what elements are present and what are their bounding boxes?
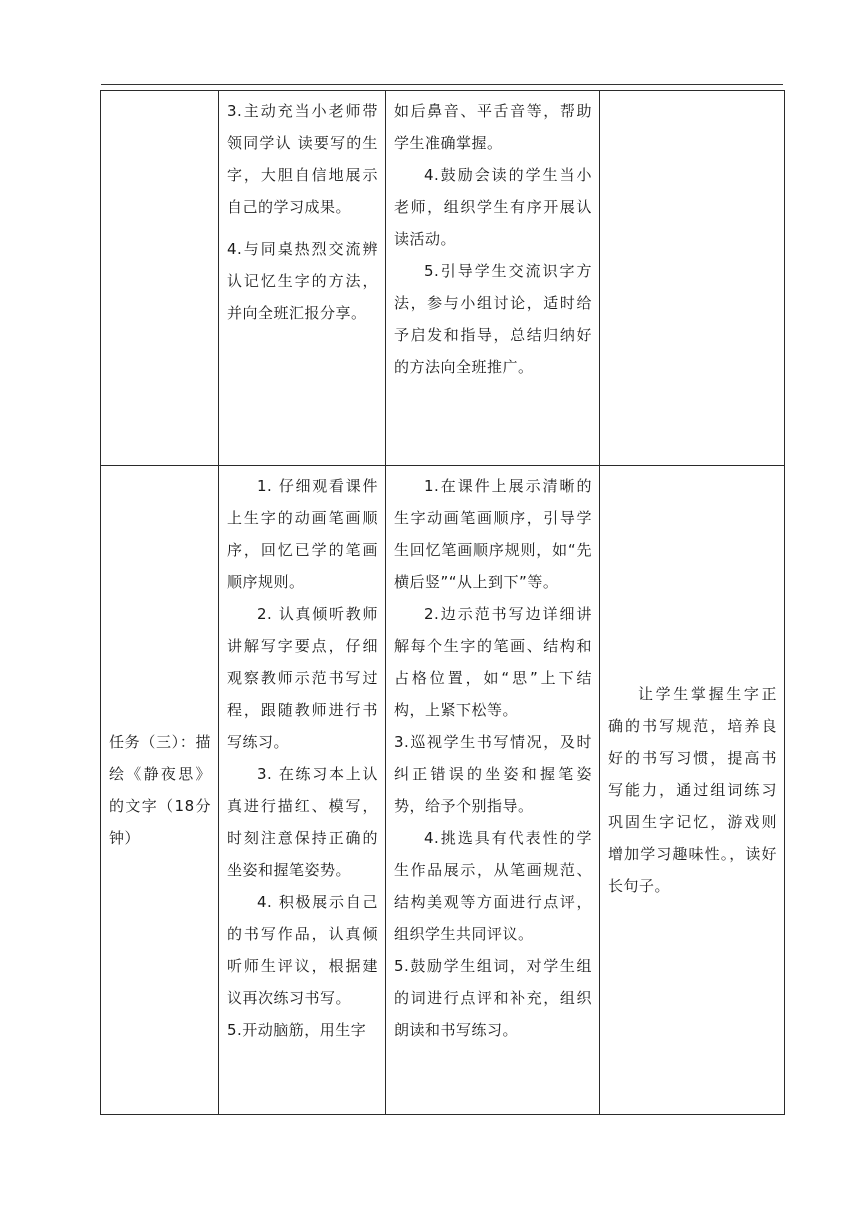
student-activity-item: 3. 在练习本上认真进行描红、模写，时刻注意保持正确的坐姿和握笔姿势。 bbox=[227, 765, 378, 879]
teacher-activity-item: 4.鼓励会读的学生当小老师，组织学生有序开展认读活动。 bbox=[394, 166, 592, 248]
task-cell bbox=[101, 466, 219, 1115]
teacher-activity-item: 5.引导学生交流识字方法，参与小组讨论，适时给予启发和指导，总结归纳好的方法向全班推广。 bbox=[394, 262, 592, 376]
student-activity-item: 5.开动脑筋，用生字 bbox=[227, 1021, 367, 1039]
student-activity-cell bbox=[219, 91, 386, 466]
student-activity-item: 4. 积极展示自己的书写作品，认真倾听师生评议，根据建议再次练习书写。 bbox=[227, 893, 378, 1007]
task-title: 任务（三）：描绘《静夜思》的文字（18分钟） bbox=[109, 733, 211, 847]
task-cell-empty bbox=[101, 91, 219, 466]
design-intent-cell bbox=[600, 466, 785, 1115]
teacher-activity-item: 5.鼓励学生组词，对学生组的词进行点评和补充，组织朗读和书写练习。 bbox=[394, 957, 592, 1039]
lesson-plan-table bbox=[100, 90, 785, 1115]
student-activity-item: 3.主动充当小老师带领同学认 读要写的生字，大胆自信地展示自己的学习成果。 bbox=[227, 102, 378, 216]
student-activity-item: 2. 认真倾听教师讲解写字要点，仔细观察教师示范书写过程，跟随教师进行书写练习。 bbox=[227, 605, 378, 751]
header-rule bbox=[101, 84, 783, 85]
table-row bbox=[101, 466, 785, 1115]
teacher-activity-item: 如后鼻音、平舌音等，帮助学生准确掌握。 bbox=[394, 102, 592, 152]
teacher-activity-cell bbox=[386, 91, 600, 466]
design-intent-text: 让学生掌握生字正确的书写规范，培养良好的书写习惯，提高书写能力，通过组词练习巩固生字记忆，游戏则增加学习趣味性。，读好长句子。 bbox=[608, 685, 777, 895]
student-activity-item: 1. 仔细观看课件上生字的动画笔画顺序，回忆已学的笔画顺序规则。 bbox=[227, 477, 378, 591]
teacher-activity-item: 1.在课件上展示清晰的生字动画笔画顺序，引导学生回忆笔画顺序规则，如“先横后竖”“从上到下”等。 bbox=[394, 477, 592, 591]
teacher-activity-cell bbox=[386, 466, 600, 1115]
student-activity-item: 4.与同桌热烈交流辨认记忆生字的方法，并向全班汇报分享。 bbox=[227, 240, 378, 322]
teacher-activity-item: 3.巡视学生书写情况，及时纠正错误的坐姿和握笔姿势，给予个别指导。 bbox=[394, 733, 592, 815]
teacher-activity-item: 2.边示范书写边详细讲解每个生字的笔画、结构和占格位置，如“思”上下结构，上紧下松等。 bbox=[394, 605, 592, 719]
teacher-activity-item: 4.挑选具有代表性的学生作品展示，从笔画规范、结构美观等方面进行点评，组织学生共同评议。 bbox=[394, 829, 592, 943]
table-row bbox=[101, 91, 785, 466]
student-activity-cell bbox=[219, 466, 386, 1115]
design-intent-cell-empty bbox=[600, 91, 785, 466]
